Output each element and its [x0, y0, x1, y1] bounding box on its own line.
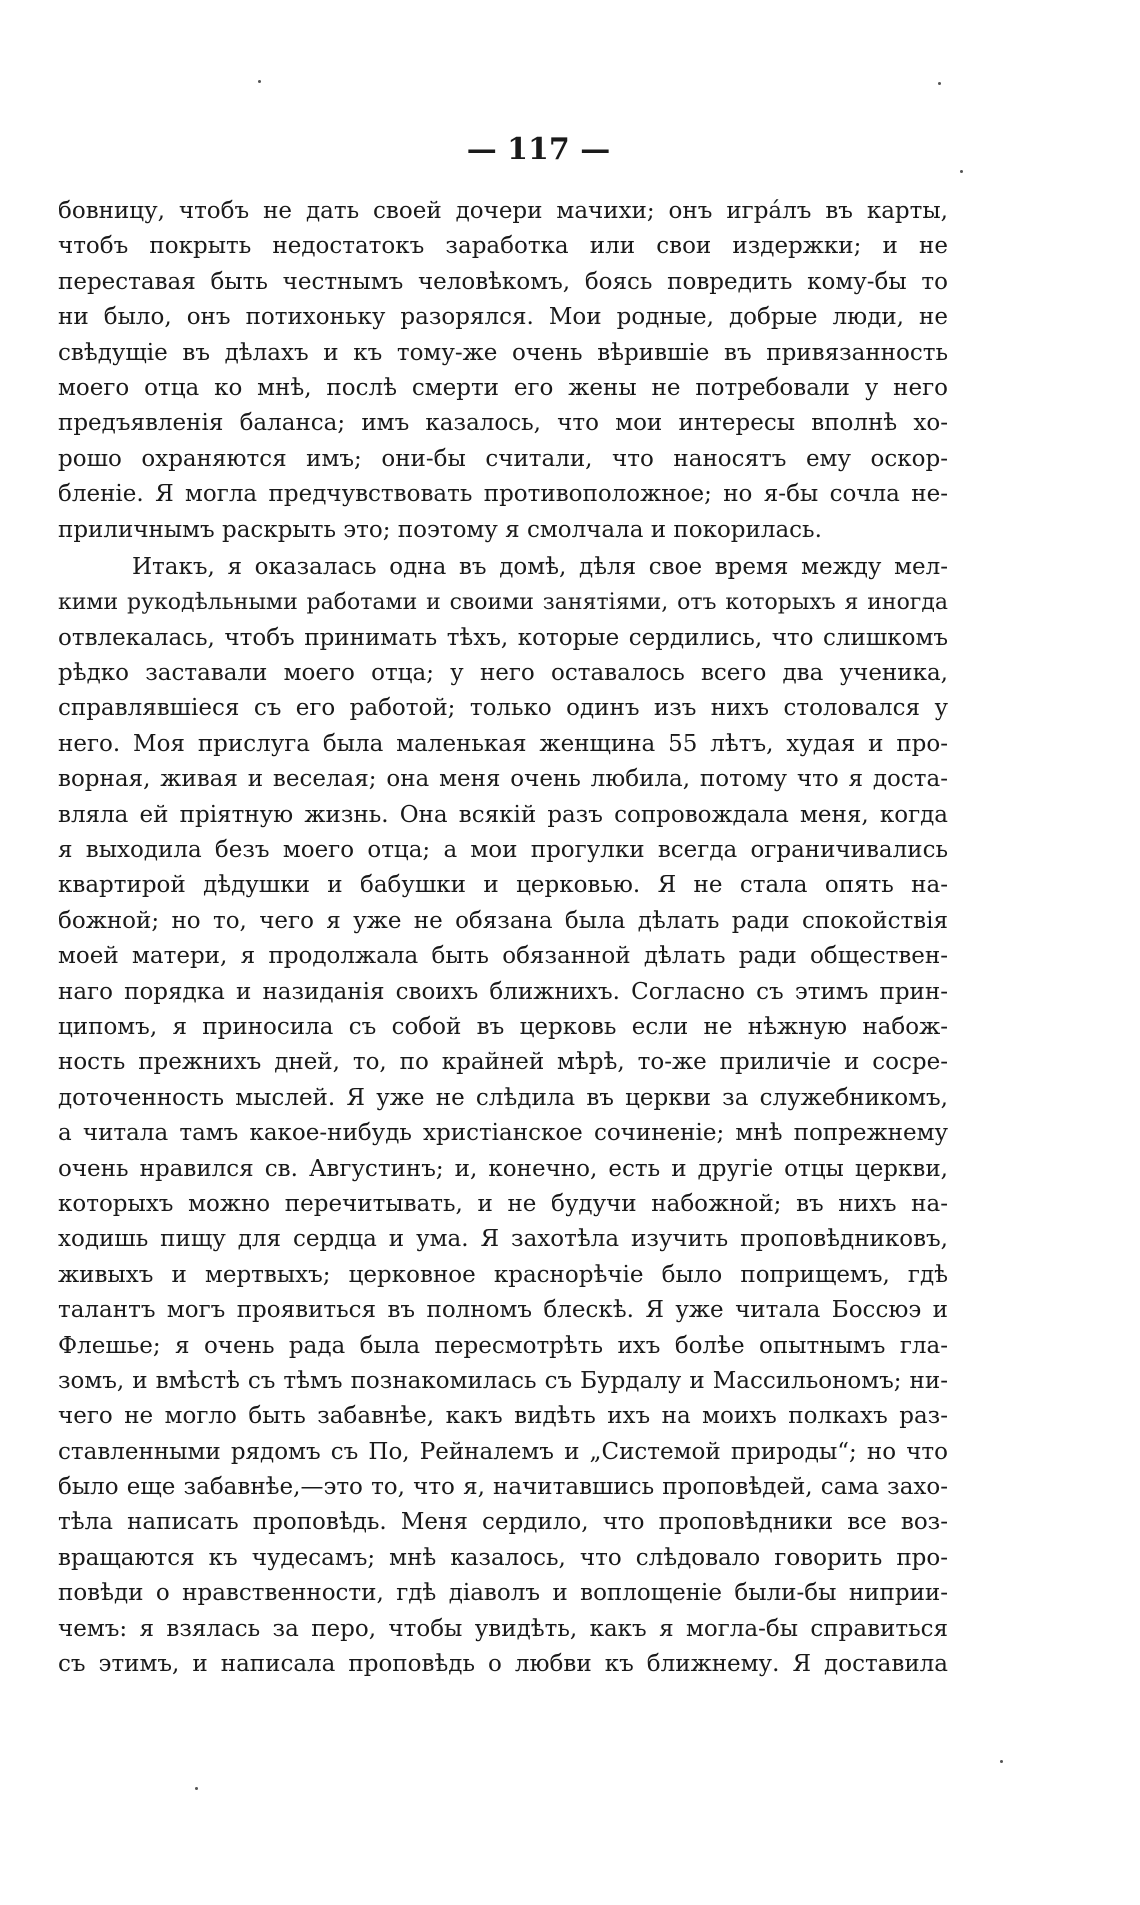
text-line: тѣла написать проповѣдь. Меня сердило, что проповѣдники все воз- — [58, 1509, 948, 1536]
text-line: него. Моя прислуга была маленькая женщина 55 лѣтъ, худая и про- — [58, 730, 948, 757]
paragraph — [58, 194, 948, 548]
text-line: Итакъ, я оказалась одна въ домѣ, дѣля свое время между мел- — [132, 553, 948, 580]
text-line: моей матери, я продолжала быть обязанной дѣлать ради обществен- — [58, 943, 948, 970]
scan-speck — [1000, 1760, 1003, 1763]
scan-speck — [258, 80, 261, 83]
text-line: вляла ей пріятную жизнь. Она всякій разъ сопровождала меня, когда — [58, 801, 948, 828]
text-line: божной; но то, чего я уже не обязана была дѣлать ради спокойствія — [58, 907, 948, 934]
text-line: повѣди о нравственности, гдѣ діаволъ и воплощеніе были-бы ниприи- — [58, 1580, 948, 1607]
text-line: которыхъ можно перечитывать, и не будучи набожной; въ нихъ на- — [58, 1190, 948, 1217]
text-line: а читала тамъ какое-нибудь христіанское сочиненіе; мнѣ попрежнему — [58, 1120, 948, 1147]
text-line: ставленными рядомъ съ По, Рейналемъ и „Системой природы“; но что — [58, 1438, 948, 1465]
text-line: доточенность мыслей. Я уже не слѣдила въ церкви за служебникомъ, — [58, 1084, 948, 1111]
text-line: свѣдущіе въ дѣлахъ и къ тому-же очень вѣрившіе въ привязанность — [58, 339, 948, 366]
text-line: зомъ, и вмѣстѣ съ тѣмъ познакомилась съ Бурдалу и Массильономъ; ни- — [58, 1367, 948, 1394]
text-line: бленіе. Я могла предчувствовать противоположное; но я-бы сочла не- — [58, 481, 948, 508]
paragraph — [58, 550, 948, 1683]
text-line: ни было, онъ потихоньку разорялся. Мои родные, добрые люди, не — [58, 304, 948, 331]
page-number: — 117 — — [466, 132, 611, 167]
text-line: переставая быть честнымъ человѣкомъ, боясь повредить кому-бы то — [58, 268, 948, 295]
page-body-text — [58, 194, 948, 1682]
text-line: ципомъ, я приносила съ собой въ церковь если не нѣжную набож- — [58, 1013, 948, 1040]
text-line: очень нравился св. Августинъ; и, конечно, есть и другіе отцы церкви, — [58, 1155, 948, 1182]
text-line: ность прежнихъ дней, то, по крайней мѣрѣ, то-же приличіе и сосре- — [58, 1049, 948, 1076]
text-line: отвлекалась, чтобъ принимать тѣхъ, которые сердились, что слишкомъ — [58, 624, 948, 651]
text-line: было еще забавнѣе,—это то, что я, начитавшись проповѣдей, сама захо- — [58, 1474, 948, 1501]
text-line: моего отца ко мнѣ, послѣ смерти его жены не потребовали у него — [58, 374, 948, 401]
text-line: предъявленія баланса; имъ казалось, что мои интересы вполнѣ хо- — [58, 410, 948, 437]
text-line: я выходила безъ моего отца; а мои прогулки всегда ограничивались — [58, 837, 948, 864]
text-line: ходишь пищу для сердца и ума. Я захотѣла изучить проповѣдниковъ, — [58, 1226, 948, 1253]
text-line: наго порядка и назиданія своихъ ближнихъ. Согласно съ этимъ прин- — [58, 978, 948, 1005]
text-line: приличнымъ раскрыть это; поэтому я смолчала и покорилась. — [58, 516, 822, 543]
text-line: рѣдко заставали моего отца; у него оставалось всего два ученика, — [58, 660, 948, 687]
text-line: талантъ могъ проявиться въ полномъ блескѣ. Я уже читала Боссюэ и — [58, 1297, 948, 1324]
text-line: чемъ: я взялась за перо, чтобы увидѣть, какъ я могла-бы справиться — [58, 1615, 948, 1642]
text-line: ворная, живая и веселая; она меня очень любила, потому что я доста- — [58, 766, 948, 793]
scan-speck — [960, 170, 963, 173]
text-line: съ этимъ, и написала проповѣдь о любви къ ближнему. Я доставила — [58, 1651, 948, 1678]
scan-speck — [938, 82, 941, 85]
text-line: рошо охраняются имъ; они-бы считали, что наносятъ ему оскор- — [58, 445, 948, 472]
text-line: чего не могло быть забавнѣе, какъ видѣть ихъ на моихъ полкахъ раз- — [58, 1403, 948, 1430]
text-line: живыхъ и мертвыхъ; церковное краснорѣчіе было поприщемъ, гдѣ — [58, 1261, 948, 1288]
text-line: справлявшіеся съ его работой; только одинъ изъ нихъ столовался у — [58, 695, 948, 722]
text-line: бовницу, чтобъ не дать своей дочери мачихи; онъ игра́лъ въ карты, — [58, 198, 948, 224]
text-line: чтобъ покрыть недостатокъ заработка или свои издержки; и не — [58, 233, 948, 260]
text-line: квартирой дѣдушки и бабушки и церковью. Я не стала опять на- — [58, 872, 948, 899]
scan-speck — [195, 1787, 198, 1790]
text-line: Флешье; я очень рада была пересмотрѣть ихъ болѣе опытнымъ гла- — [58, 1332, 948, 1359]
text-line: кими рукодѣльными работами и своими занятіями, отъ которыхъ я иногда — [58, 590, 948, 616]
text-line: вращаются къ чудесамъ; мнѣ казалось, что слѣдовало говорить про- — [58, 1544, 948, 1571]
